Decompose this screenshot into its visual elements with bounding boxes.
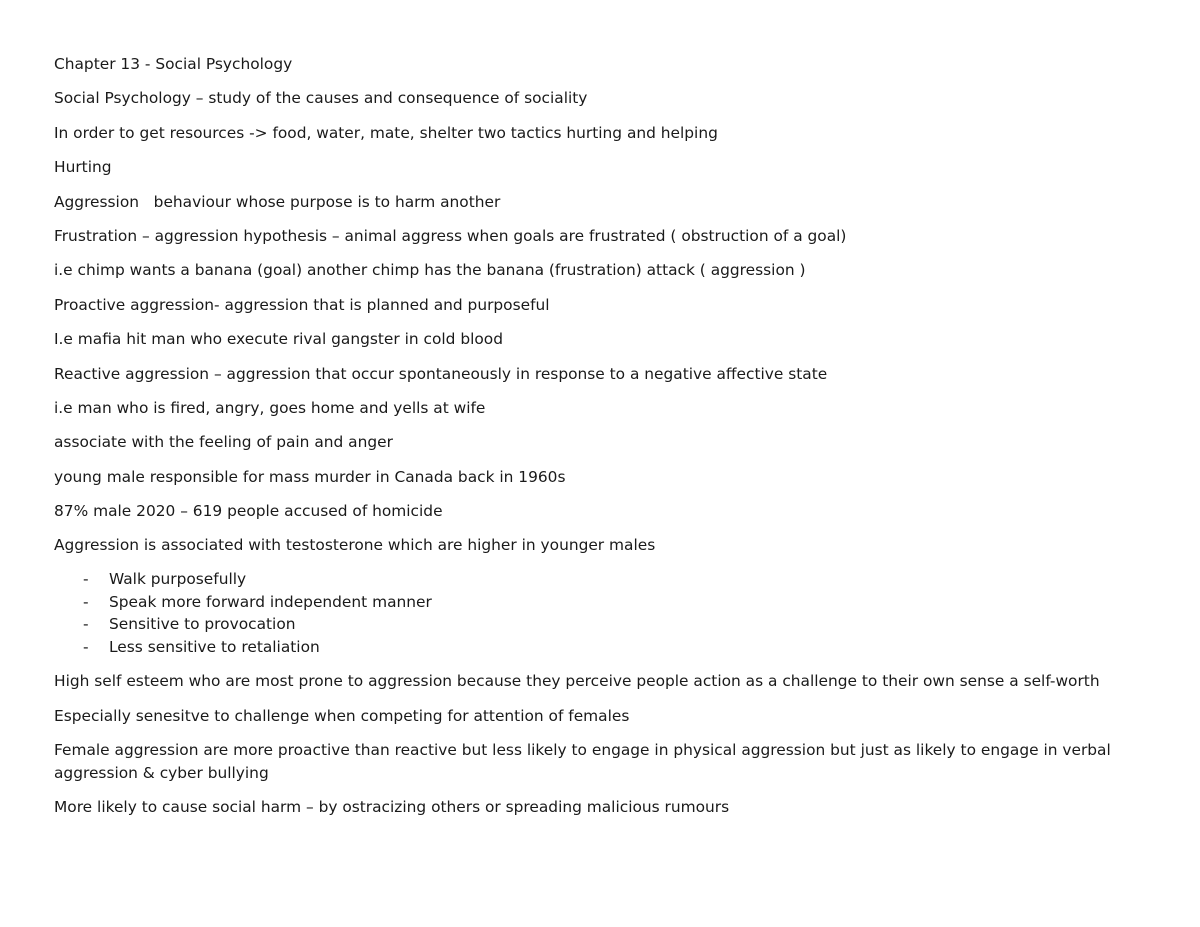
paragraph: Reactive aggression – aggression that occur spontaneously in response to a negative affective state	[54, 364, 828, 383]
paragraph: More likely to cause social harm – by ostracizing others or spreading malicious rumours	[54, 797, 730, 816]
document-heading: Chapter 13 - Social Psychology	[54, 55, 293, 73]
list-item	[54, 636, 1146, 659]
paragraph: i.e man who is fired, angry, goes home and yells at wife	[54, 398, 486, 417]
paragraph: i.e chimp wants a banana (goal) another chimp has the banana (frustration) attack ( aggression )	[54, 261, 806, 280]
paragraph: Aggression is associated with testosterone which are higher in younger males	[54, 536, 656, 555]
list-item	[54, 591, 1146, 614]
paragraph: I.e mafia hit man who execute rival gangster in cold blood	[54, 330, 503, 349]
bullet-marker: -	[83, 592, 89, 611]
list-item-text: Speak more forward independent manner	[109, 592, 432, 611]
bullet-marker: -	[83, 615, 89, 634]
list-item-text: Sensitive to provocation	[109, 615, 296, 634]
list-item-text: Less sensitive to retaliation	[109, 637, 320, 656]
paragraph: High self esteem who are most prone to aggression because they perceive people action as a challenge to their own sense a self-worth	[54, 672, 1100, 691]
paragraph: Female aggression are more proactive than reactive but less likely to engage in physical aggression but just as likely to engage in verbal aggression & cyber bullying	[54, 741, 1116, 782]
paragraph: Especially senesitve to challenge when competing for attention of females	[54, 706, 630, 725]
paragraph: Social Psychology – study of the causes and consequence of sociality	[54, 89, 588, 108]
list-item	[54, 613, 1146, 636]
paragraph: 87% male 2020 – 619 people accused of homicide	[54, 502, 443, 521]
bullet-marker: -	[83, 637, 89, 656]
list-item-text: Walk purposefully	[109, 570, 247, 589]
bullet-list	[54, 568, 1146, 658]
paragraph: Aggression behaviour whose purpose is to harm another	[54, 192, 501, 211]
paragraph: young male responsible for mass murder in Canada back in 1960s	[54, 467, 566, 486]
paragraph: Proactive aggression- aggression that is planned and purposeful	[54, 295, 550, 314]
paragraph: associate with the feeling of pain and anger	[54, 433, 393, 452]
list-item	[54, 568, 1146, 591]
section-heading: Hurting	[54, 158, 112, 177]
paragraph: In order to get resources -> food, water, mate, shelter two tactics hurting and helping	[54, 123, 718, 142]
bullet-marker: -	[83, 570, 89, 589]
document-body	[54, 53, 1146, 830]
paragraph: Frustration – aggression hypothesis – animal aggress when goals are frustrated ( obstruction of a goal)	[54, 226, 847, 245]
